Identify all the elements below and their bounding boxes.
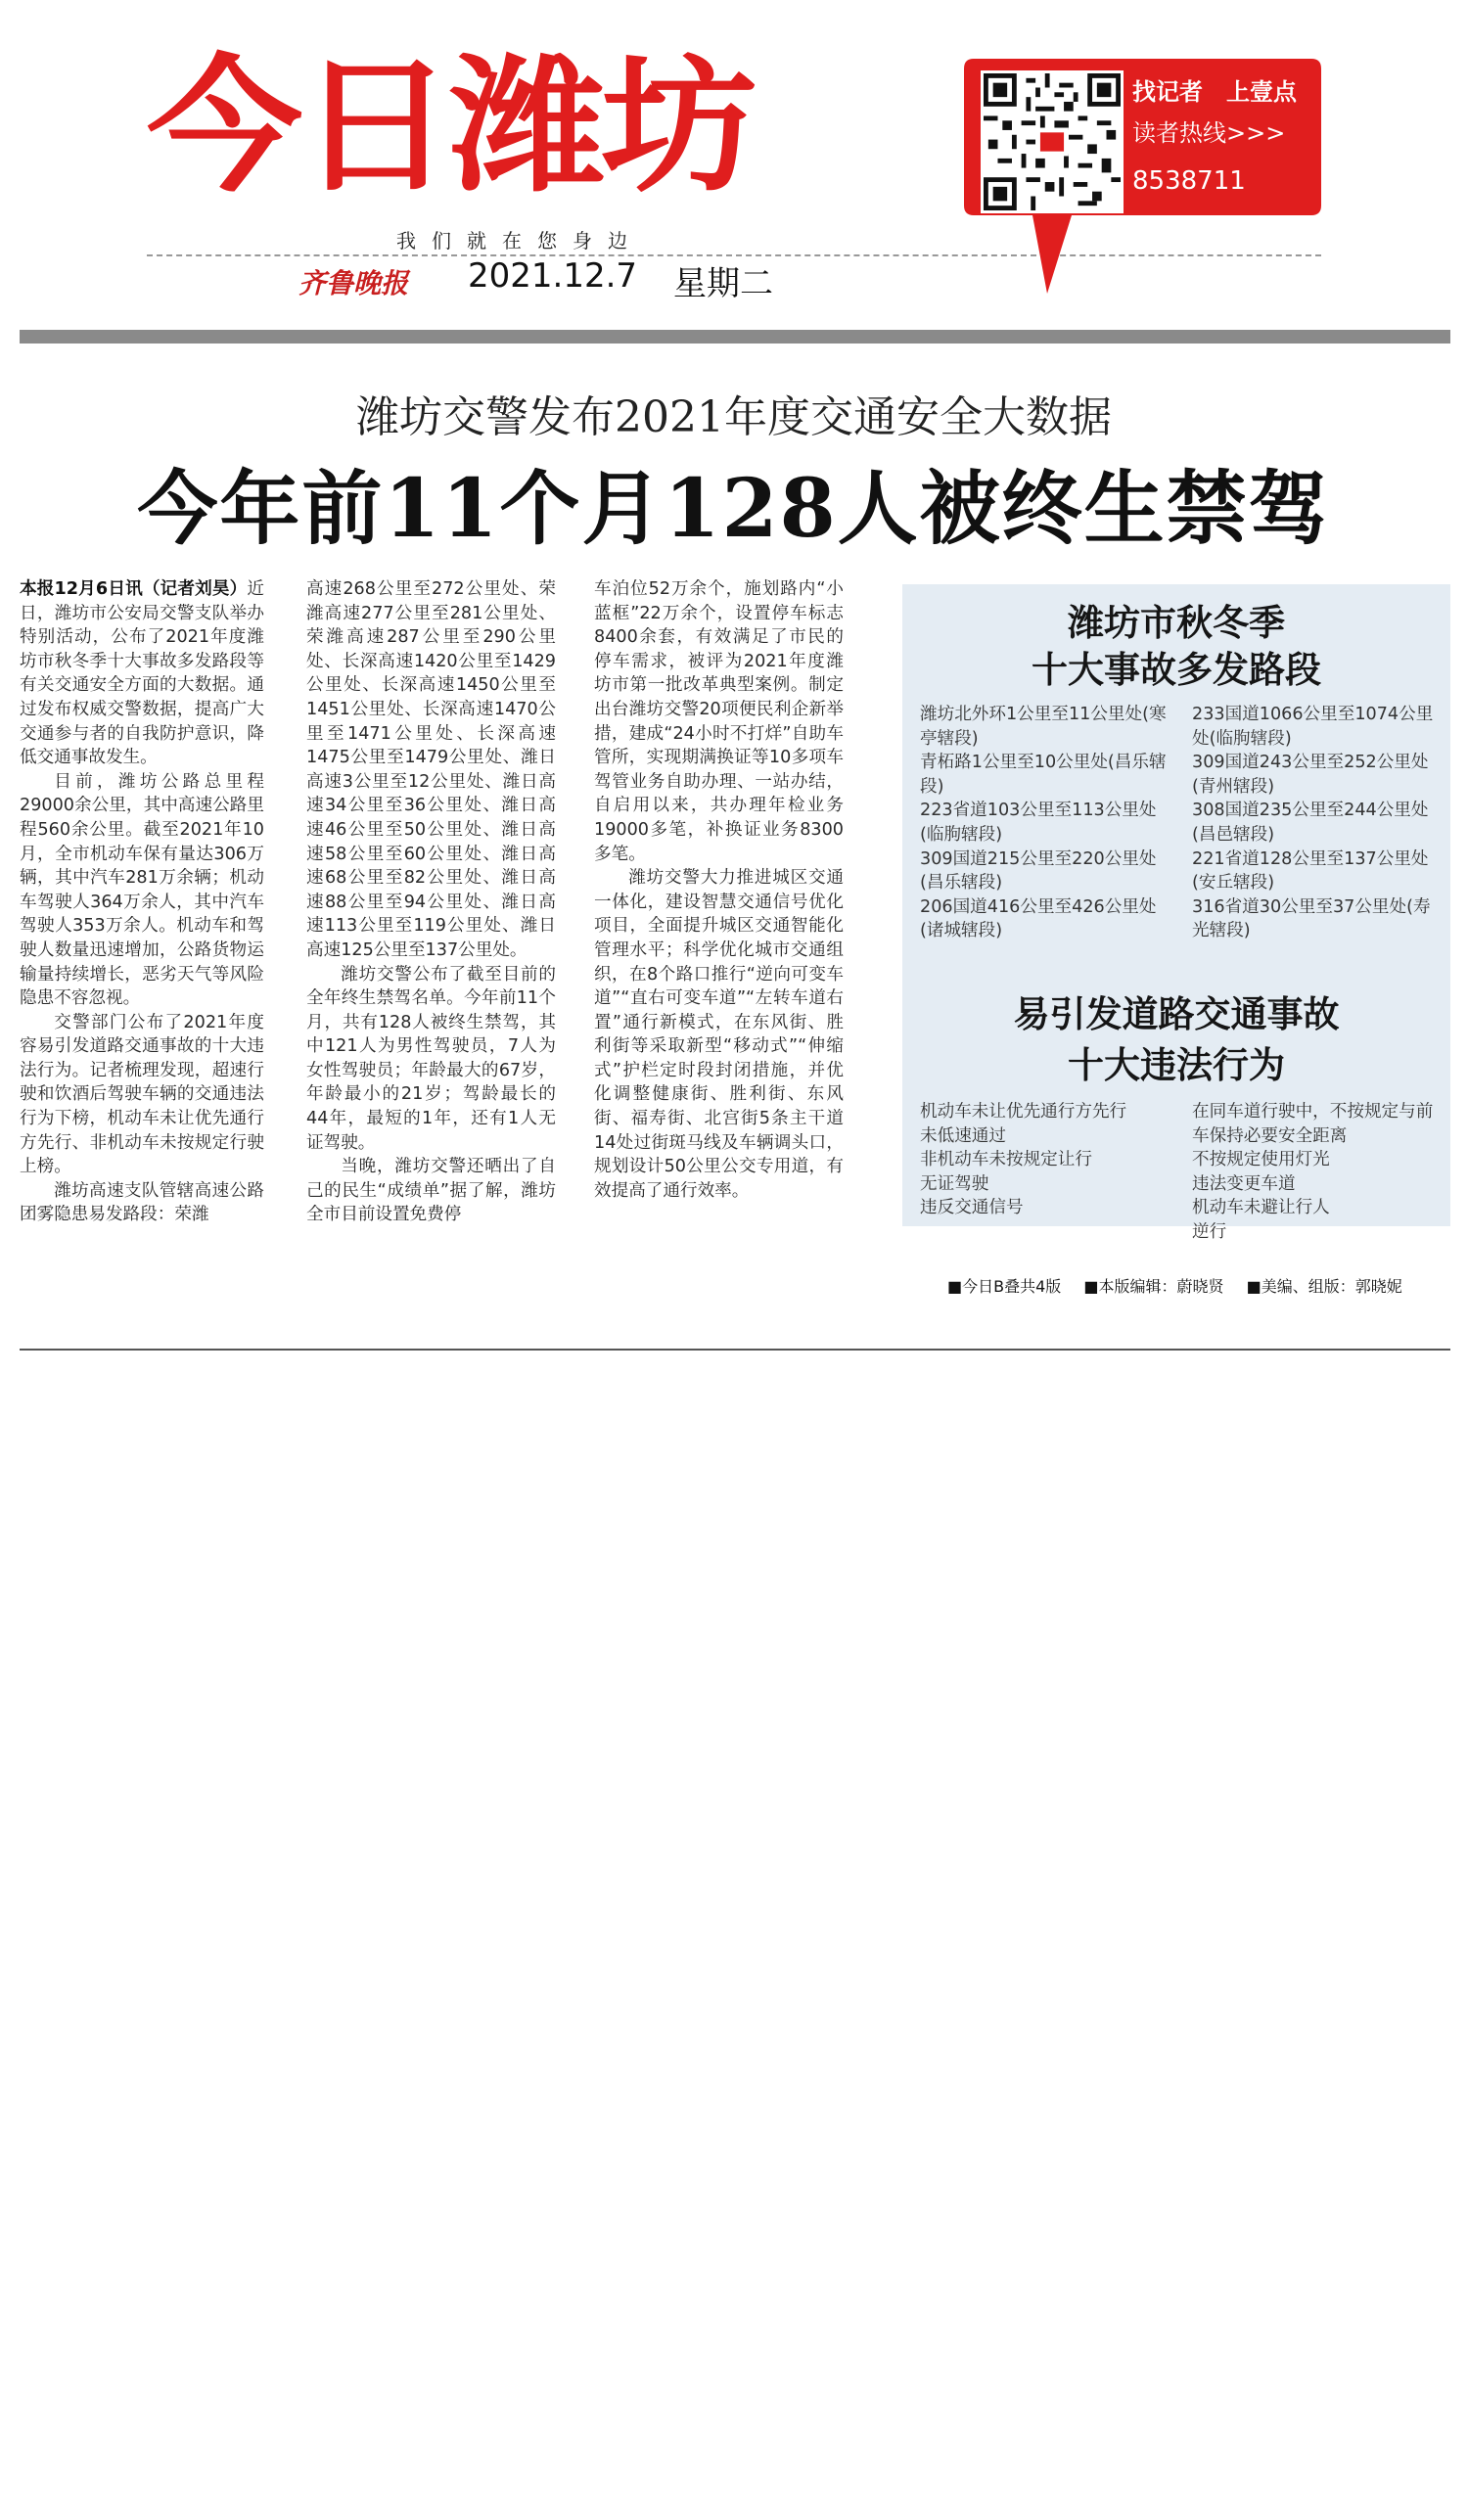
list-item: 未低速通过	[920, 1125, 1006, 1146]
sidebar-title-line: 十大违法行为	[1068, 1043, 1285, 1086]
list-item: 233国道1066公里至1074公里处(临朐辖段)	[1192, 705, 1434, 749]
issue-weekday: 星期二	[673, 264, 773, 303]
reader-hotline-label: 读者热线>>>	[1132, 119, 1286, 147]
credit-pages: ■今日B叠共4版	[947, 1277, 1062, 1296]
list-item: 违法变更车道	[1192, 1173, 1296, 1194]
article-dateline: 本报12月6日讯（记者刘昊）	[20, 579, 248, 599]
list-item: 逆行	[1192, 1221, 1227, 1242]
find-reporter-text: 找记者 上壹点	[1132, 78, 1297, 106]
article-paragraph: 潍坊交警公布了截至目前的全年终生禁驾名单。今年前11个月，共有128人被终生禁驾，其中121人为男性驾驶员，7人为女性驾驶员；年龄最大的67岁，年龄最小的21岁；驾龄最长的44年，最短的1年，还有1人无证驾驶。	[306, 964, 556, 1153]
list-item: 不按规定使用灯光	[1192, 1150, 1330, 1170]
sidebar-title-line: 易引发道路交通事故	[1013, 992, 1340, 1035]
credit-editor: ■本版编辑：蔚晓贤	[1083, 1277, 1224, 1296]
list-item: 非机动车未按规定让行	[920, 1150, 1092, 1170]
violations-list-right	[1192, 1100, 1442, 1245]
list-item: 308国道235公里至244公里处(昌邑辖段)	[1192, 801, 1429, 845]
accident-roads-list-left	[920, 703, 1170, 943]
qr-code-icon[interactable]	[981, 70, 1124, 213]
header-band	[20, 330, 1450, 344]
list-item: 在同车道行驶中，不按规定与前车保持必要安全距离	[1192, 1102, 1434, 1146]
bottom-divider	[20, 1349, 1450, 1351]
list-item: 223省道103公里至113公里处(临朐辖段)	[920, 801, 1157, 845]
list-item: 违反交通信号	[920, 1198, 1024, 1218]
list-item: 309国道243公里至252公里处(青州辖段)	[1192, 753, 1429, 797]
article-column-1	[20, 577, 264, 1227]
sidebar-title-line: 十大事故多发路段	[1032, 648, 1321, 691]
list-item: 309国道215公里至220公里处(昌乐辖段)	[920, 848, 1157, 893]
article-paragraph: 车泊位52万余个，施划路内“小蓝框”22万余个，设置停车标志8400余套，有效满足了市民的停车需求，被评为2021年度潍坊市第一批改革典型案例。制定出台潍坊交警20项便民利企新举措，建成“24小时不打烊”自助车管所，实现期满换证等10多项车驾管业务自助办理、一站办结，自启用以来，共办理年检业务19000多笔，补换证业务8300多笔。	[594, 579, 844, 864]
article-paragraph: 潍坊交警大力推进城区交通一体化，建设智慧交通信号优化项目，全面提升城区交通智能化管理水平；科学优化城市交通组织，在8个路口推行“逆向可变车道”“直右可变车道”“左转车道右置”通行新模式，在东风街、胜利街等采取新型“移动式”“伸缩式”护栏定时段封闭措施，并优化调整健康街、胜利街、东风街、福寿街、北宫街5条主干道14处过街斑马线及车辆调头口，规划设计50公里公交专用道，有效提高了通行效率。	[594, 868, 844, 1201]
article-paragraph: 高速268公里至272公里处、荣潍高速277公里至281公里处、荣潍高速287公里至290公里处、长深高速1420公里至1429公里处、长深高速1450公里至1451公里处、长深高速1470公里至1471公里处、长深高速1475公里至1479公里处、潍日高速3公里至12公里处、潍日高速34公里至36公里处、潍日高速46公里至50公里处、潍日高速58公里至60公里处、潍日高速68公里至82公里处、潍日高速88公里至94公里处、潍日高速113公里至119公里处、潍日高速125公里至137公里处。	[306, 579, 556, 960]
list-item: 316省道30公里至37公里处(寿光辖段)	[1192, 896, 1431, 941]
page-credits	[947, 1274, 1402, 1297]
sidebar-title-line: 潍坊市秋冬季	[1068, 601, 1285, 644]
masthead-title: 今日潍坊	[147, 42, 754, 212]
article-headline: 今年前11个月128人被终生禁驾	[137, 462, 1331, 556]
article-column-2	[306, 577, 556, 1227]
article-paragraph: 当晚，潍坊交警还晒出了自己的民生“成绩单”据了解，潍坊全市目前设置免费停	[306, 1157, 556, 1225]
accident-roads-list-right	[1192, 703, 1442, 943]
article-paragraph: 交警部门公布了2021年度容易引发道路交通事故的十大违法行为。记者梳理发现，超速行驶和饮酒后驾驶车辆的交通违法行为下榜，机动车未让优先通行方先行、非机动车未按规定行驶上榜。	[20, 1012, 264, 1177]
article-paragraph: 本报12月6日讯（记者刘昊）近日，潍坊市公安局交警支队举办特别活动，公布了2021年度潍坊市秋冬季十大事故多发路段等有关交通安全方面的大数据。通过发布权威交警数据，提高广大交通参与者的自我防护意识，降低交通事故发生。	[20, 579, 264, 768]
credit-design: ■美编、组版：郭晓妮	[1246, 1277, 1402, 1296]
article-paragraph: 目前，潍坊公路总里程29000余公里，其中高速公路里程560余公里。截至2021年10月，全市机动车保有量达306万辆，其中汽车281万余辆；机动车驾驶人364万余人，其中汽车驾驶人353万余人。机动车和驾驶人数量迅速增加，公路货物运输量持续增长，恶劣天气等风险隐患不容忽视。	[20, 771, 264, 1009]
article-kicker: 潍坊交警发布2021年度交通安全大数据	[356, 392, 1112, 442]
list-item: 机动车未让优先通行方先行	[920, 1102, 1127, 1122]
masthead-slogan: 我们就在您身边	[396, 229, 643, 252]
list-item: 机动车未避让行人	[1192, 1198, 1330, 1218]
list-item: 青柘路1公里至10公里处(昌乐辖段)	[920, 753, 1167, 797]
violations-list-left	[920, 1100, 1174, 1220]
list-item: 206国道416公里至426公里处(诸城辖段)	[920, 896, 1157, 941]
publisher-logo: 齐鲁晚报	[298, 267, 409, 299]
list-item: 无证驾驶	[920, 1173, 989, 1194]
article-paragraph: 潍坊高速支队管辖高速公路团雾隐患易发路段：荣潍	[20, 1180, 264, 1225]
issue-date: 2021.12.7	[468, 256, 638, 296]
article-column-3	[594, 577, 844, 1203]
list-item: 潍坊北外环1公里至11公里处(寒亭辖段)	[920, 705, 1167, 749]
list-item: 221省道128公里至137公里处(安丘辖段)	[1192, 848, 1429, 893]
reader-hotline-number[interactable]: 8538711	[1132, 166, 1246, 196]
